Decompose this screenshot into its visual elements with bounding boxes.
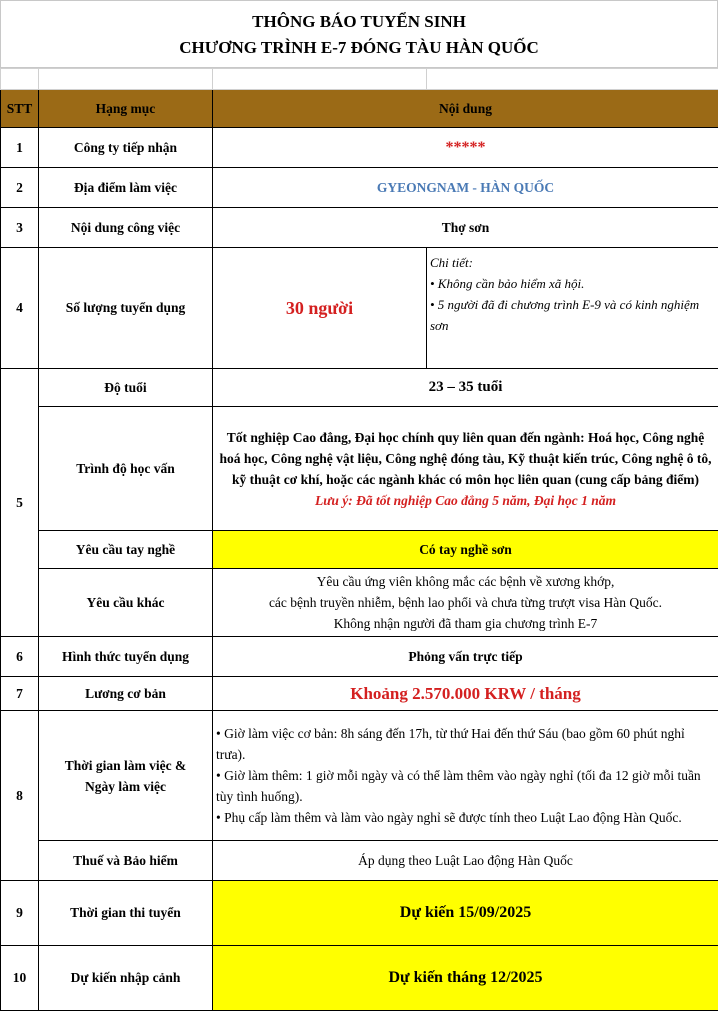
entry-date-value: Dự kiến tháng 12/2025 [213, 946, 718, 1011]
row-number: 5 [1, 369, 39, 637]
education-value [213, 407, 718, 531]
row-number: 1 [1, 128, 39, 168]
spacer-row [1, 69, 718, 90]
education-text: Tốt nghiệp Cao đẳng, Đại học chính quy liên quan đến ngành: Hoá học, Công nghệ hoá học, Công nghệ vật liệu, Công nghệ đóng tàu, Kỹ thuật kiến trúc, Công nghệ ô tô, kỹ thuật cơ khí, hoặc các ngành khác có môn học liên quan (cung cấp bảng điểm) [219, 429, 712, 487]
label-line: Ngày làm việc [85, 778, 166, 794]
header-content: Nội dung [213, 90, 718, 128]
row-label: Nội dung công việc [39, 208, 213, 248]
recruitment-table [0, 68, 718, 1011]
table-row [1, 128, 718, 168]
row-label: Độ tuổi [39, 369, 213, 407]
table-row [1, 208, 718, 248]
row-number: 6 [1, 637, 39, 677]
tax-value: Áp dụng theo Luật Lao động Hàn Quốc [213, 841, 718, 881]
table-row [1, 711, 718, 841]
table-row [1, 168, 718, 208]
salary-value: Khoảng 2.570.000 KRW / tháng [213, 677, 718, 711]
table-header [1, 90, 718, 128]
row-label: Dự kiến nhập cảnh [39, 946, 213, 1011]
details-item: • 5 người đã đi chương trình E-9 và có kinh nghiệm sơn [430, 297, 700, 333]
notice-title [0, 0, 718, 68]
table-row [1, 946, 718, 1011]
job-value: Thợ sơn [213, 208, 718, 248]
company-value: ***** [213, 128, 718, 168]
requirement-line: Không nhận người đã tham gia chương trình E-7 [333, 616, 598, 631]
work-item: • Giờ làm việc cơ bản: 8h sáng đến 17h, từ thứ Hai đến thứ Sáu (bao gồm 60 phút nghỉ trưa). [216, 726, 685, 762]
row-label: Số lượng tuyển dụng [39, 248, 213, 369]
table-row [1, 569, 718, 637]
details-title: Chi tiết: [430, 255, 473, 270]
quantity-details [427, 248, 718, 369]
work-item: • Giờ làm thêm: 1 giờ mỗi ngày và có thể làm thêm vào ngày nghỉ (tối đa 12 giờ mỗi tuần tùy tình huống). [216, 768, 701, 804]
working-hours [213, 711, 718, 841]
row-label: Trình độ học vấn [39, 407, 213, 531]
row-label: Công ty tiếp nhận [39, 128, 213, 168]
skill-value: Có tay nghề sơn [213, 531, 718, 569]
requirement-line: các bệnh truyền nhiễm, bệnh lao phổi và chưa từng trượt visa Hàn Quốc. [268, 595, 663, 610]
row-label: Lương cơ bản [39, 677, 213, 711]
table-row [1, 841, 718, 881]
table-row [1, 248, 718, 369]
row-label: Yêu cầu tay nghề [39, 531, 213, 569]
row-label: Thời gian thi tuyển [39, 881, 213, 946]
table-row [1, 881, 718, 946]
row-label [39, 711, 213, 841]
row-number: 2 [1, 168, 39, 208]
quantity-value: 30 người [213, 248, 427, 369]
work-item: • Phụ cấp làm thêm và làm vào ngày nghỉ sẽ được tính theo Luật Lao động Hàn Quốc. [216, 810, 682, 825]
row-number: 8 [1, 711, 39, 881]
exam-date-value: Dự kiến 15/09/2025 [213, 881, 718, 946]
education-note: Lưu ý: Đã tốt nghiệp Cao đẳng 5 năm, Đại học 1 năm [315, 492, 616, 508]
header-category: Hạng mục [39, 90, 213, 128]
age-value: 23 – 35 tuổi [213, 369, 718, 407]
header-stt: STT [1, 90, 39, 128]
recruit-method-value: Phỏng vấn trực tiếp [213, 637, 718, 677]
other-requirements [213, 569, 718, 637]
table-row [1, 369, 718, 407]
table-row [1, 637, 718, 677]
row-number: 9 [1, 881, 39, 946]
row-label: Địa điểm làm việc [39, 168, 213, 208]
title-line-1: THÔNG BÁO TUYỂN SINH [252, 12, 466, 31]
row-number: 7 [1, 677, 39, 711]
label-line: Thời gian làm việc & [64, 757, 187, 773]
row-number: 4 [1, 248, 39, 369]
row-label: Yêu cầu khác [39, 569, 213, 637]
location-value: GYEONGNAM - HÀN QUỐC [213, 168, 718, 208]
row-label: Hình thức tuyển dụng [39, 637, 213, 677]
table-row [1, 407, 718, 531]
table-row [1, 677, 718, 711]
row-number: 3 [1, 208, 39, 248]
table-row [1, 531, 718, 569]
title-line-2: CHƯƠNG TRÌNH E-7 ĐÓNG TÀU HÀN QUỐC [179, 38, 539, 57]
details-item: • Không cần bảo hiểm xã hội. [430, 276, 585, 291]
row-label: Thuế và Bảo hiểm [39, 841, 213, 881]
row-number: 10 [1, 946, 39, 1011]
requirement-line: Yêu cầu ứng viên không mắc các bệnh về xương khớp, [316, 574, 615, 589]
